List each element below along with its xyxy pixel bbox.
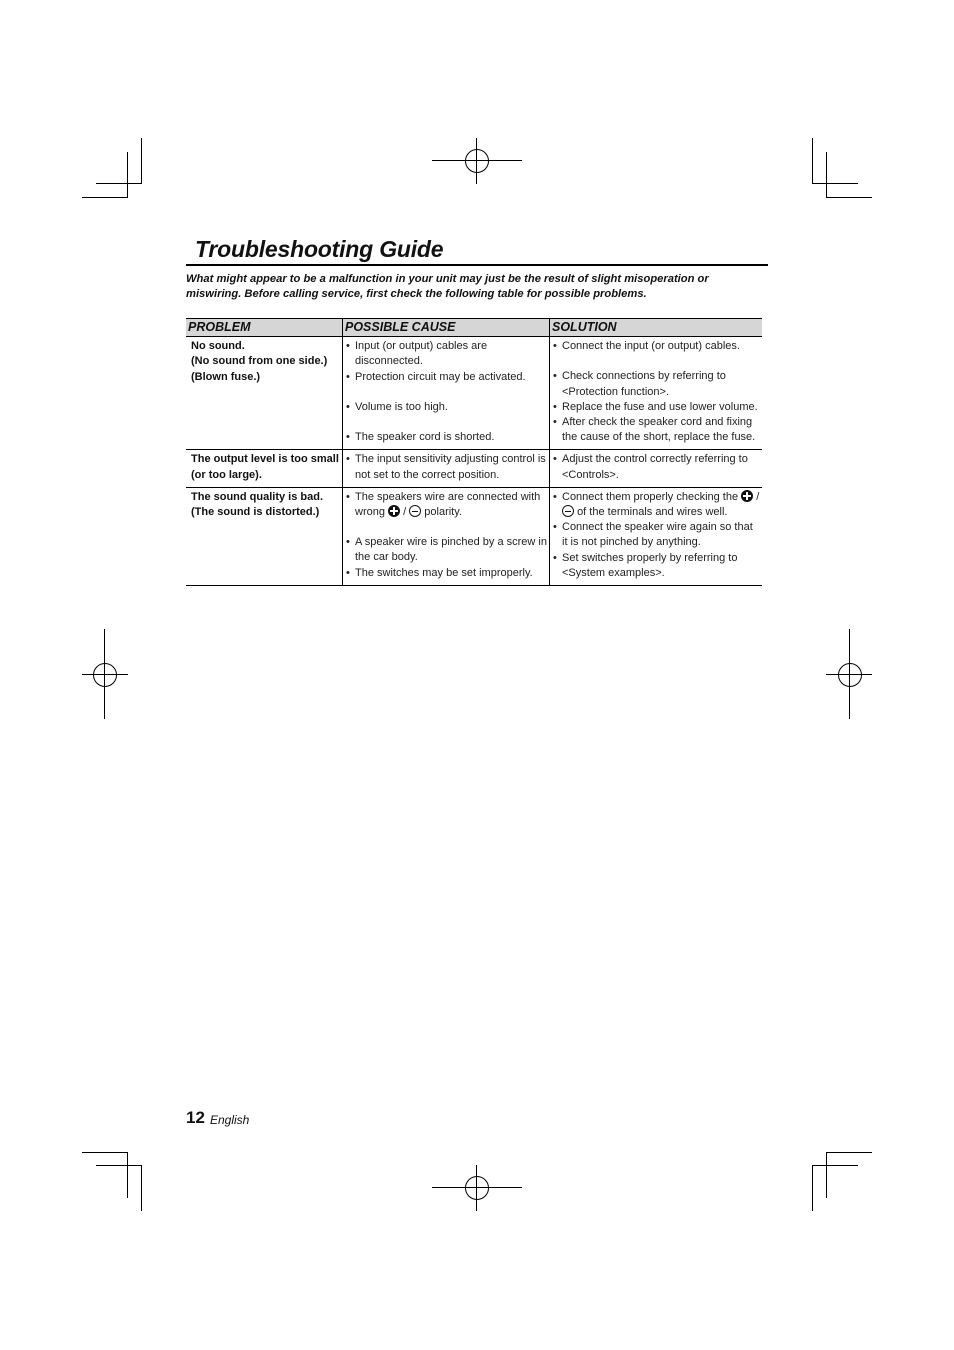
registration-circle: [838, 663, 862, 687]
cause-item: • Volume is too high.: [346, 400, 547, 415]
solution-item: • Check connections by referring to <Protection function>.: [553, 369, 760, 399]
cause-item: • The speakers wire are connected with wrong / polarity.: [346, 490, 547, 520]
solution-cell: [550, 450, 763, 487]
crop-mark: [826, 197, 872, 198]
crop-mark: [96, 183, 142, 184]
problem-cell: The sound quality is bad. (The sound is distorted.): [186, 487, 343, 585]
crop-mark: [141, 138, 142, 184]
problem-cell: The output level is too small (or too large).: [186, 450, 343, 487]
page-number: 12: [186, 1108, 205, 1127]
page-title: Troubleshooting Guide: [195, 236, 444, 262]
solution-cell: [550, 337, 763, 450]
crop-mark: [82, 197, 128, 198]
cause-item: • Protection circuit may be activated.: [346, 370, 547, 385]
table-row: [186, 487, 762, 585]
page-language: English: [210, 1113, 250, 1127]
crop-mark: [141, 1165, 142, 1211]
crop-mark: [96, 1165, 142, 1166]
table-row: [186, 450, 762, 487]
crop-mark: [826, 152, 827, 198]
cause-item: • The speaker cord is shorted.: [346, 430, 547, 445]
table-header-row: [186, 319, 762, 337]
cause-item: • Input (or output) cables are disconnected.: [346, 339, 547, 369]
plus-polarity-icon: [741, 490, 753, 502]
minus-polarity-icon: [562, 505, 574, 517]
problem-cell: No sound. (No sound from one side.) (Blown fuse.): [186, 337, 343, 450]
cause-cell: [343, 450, 550, 487]
cause-cell: [343, 487, 550, 585]
header-problem: PROBLEM: [186, 319, 343, 337]
cause-cell: [343, 337, 550, 450]
solution-item: • Connect them properly checking the / of the terminals and wires well.: [553, 490, 760, 520]
cause-item: • The switches may be set improperly.: [346, 566, 547, 581]
intro-text: What might appear to be a malfunction in your unit may just be the result of slight misoperation or miswiring. Before calling service, first check the following table for possible problems.: [186, 273, 709, 300]
crop-mark: [127, 1152, 128, 1198]
solution-item: • Replace the fuse and use lower volume.: [553, 400, 760, 415]
crop-mark: [826, 1152, 872, 1153]
solution-item: • Set switches properly by referring to <System examples>.: [553, 551, 760, 581]
solution-item: • After check the speaker cord and fixing the cause of the short, replace the fuse.: [553, 415, 760, 445]
cause-item: • A speaker wire is pinched by a screw in the car body.: [346, 535, 547, 565]
crop-mark: [812, 138, 813, 184]
solution-item: • Connect the input (or output) cables.: [553, 339, 760, 354]
solution-item: • Connect the speaker wire again so that it is not pinched by anything.: [553, 520, 760, 550]
registration-circle: [465, 1176, 489, 1200]
title-rule: [186, 264, 768, 266]
crop-mark: [82, 1152, 128, 1153]
solution-item: • Adjust the control correctly referring to <Controls>.: [553, 452, 760, 482]
minus-polarity-icon: [409, 505, 421, 517]
cause-item: • The input sensitivity adjusting control is not set to the correct position.: [346, 452, 547, 482]
solution-cell: [550, 487, 763, 585]
crop-mark: [826, 1152, 827, 1198]
troubleshooting-table: [186, 318, 762, 586]
crop-mark: [812, 1165, 813, 1211]
table-row: [186, 337, 762, 450]
plus-polarity-icon: [388, 505, 400, 517]
header-solution: SOLUTION: [550, 319, 763, 337]
header-possible-cause: POSSIBLE CAUSE: [343, 319, 550, 337]
crop-mark: [812, 183, 858, 184]
registration-circle: [465, 149, 489, 173]
crop-mark: [127, 152, 128, 198]
registration-circle: [93, 663, 117, 687]
crop-mark: [812, 1165, 858, 1166]
